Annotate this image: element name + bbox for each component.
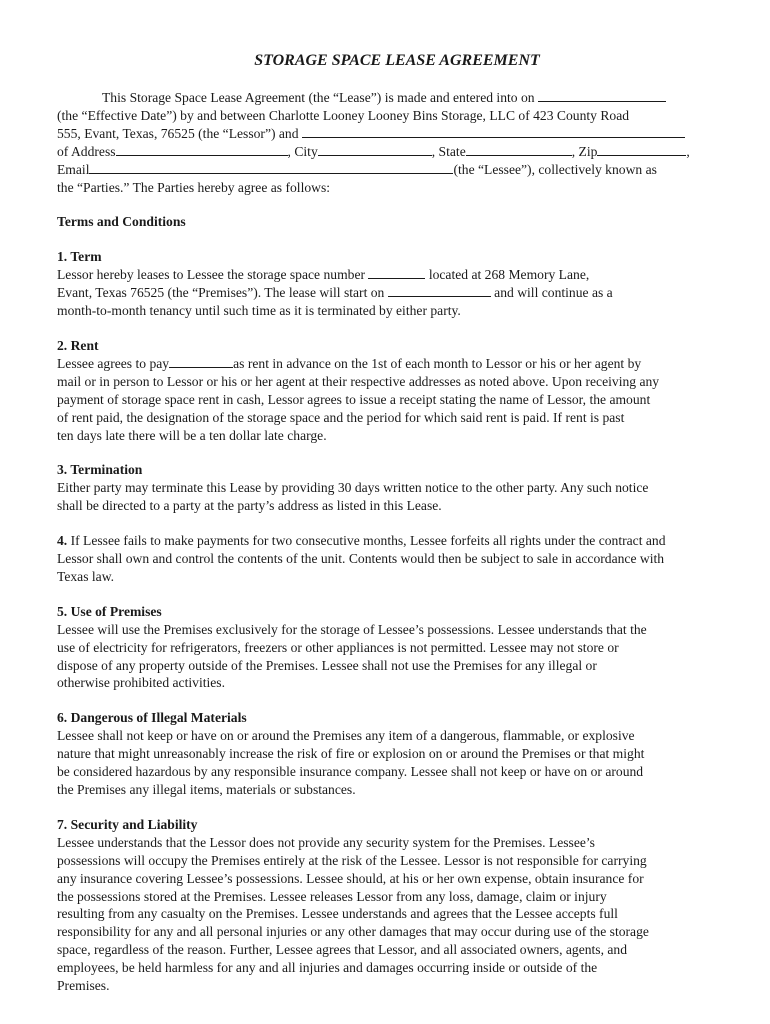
lease-start-date-field[interactable] <box>388 284 491 297</box>
section-dangerous-materials <box>57 709 737 799</box>
city-label: , City <box>287 143 318 159</box>
section-text: located at 268 Memory Lane, <box>428 267 590 283</box>
section-line: nature that might unreasonably increase the risk of fire or explosion on or around the Premises or that might <box>57 746 645 762</box>
state-field[interactable] <box>466 143 572 156</box>
section-termination <box>57 461 737 515</box>
city-field[interactable] <box>318 143 432 156</box>
section-number: 4. <box>57 533 68 549</box>
section-text: and will continue as a <box>494 285 613 301</box>
section-line: ten days late there will be a ten dollar late charge. <box>57 427 327 443</box>
section-line: space, regardless of the reason. Further, Lessee agrees that Lessor, and all associated owners, agents, and <box>57 942 628 958</box>
section-line <box>57 284 737 302</box>
section-heading: 1. Term <box>57 249 102 265</box>
zip-label: , Zip <box>571 143 598 159</box>
terms-heading-block <box>57 213 737 231</box>
section-line <box>57 355 737 373</box>
section-heading: 3. Termination <box>57 462 143 478</box>
section-heading: 6. Dangerous of Illegal Materials <box>57 710 247 726</box>
section-line: employees, be held harmless for any and all injuries and damages occurring inside or outside of the <box>57 960 598 976</box>
section-security-liability <box>57 816 737 995</box>
section-line: Lessee shall not keep or have on or around the Premises any item of a dangerous, flammable, or explosive <box>57 728 635 744</box>
address-field[interactable] <box>116 143 288 156</box>
section-line: Either party may terminate this Lease by providing 30 days written notice to the other party. Any such notice <box>57 480 649 496</box>
rent-amount-field[interactable] <box>169 355 233 368</box>
storage-space-number-field[interactable] <box>368 266 425 279</box>
section-line: of rent paid, the designation of the storage space and the period for which said rent is paid. If rent is past <box>57 409 625 425</box>
intro-paragraph <box>57 89 737 196</box>
section-line <box>57 266 737 284</box>
intro-line: (the “Effective Date”) by and between Charlotte Looney Looney Bins Storage, LLC of 423 County Road <box>57 107 630 123</box>
section-rent <box>57 337 737 444</box>
lessee-name-field[interactable] <box>302 125 685 138</box>
section-line: shall be directed to a party at the party’s address as listed in this Lease. <box>57 498 442 514</box>
section-default <box>57 532 737 586</box>
section-text: Lessee agrees to pay <box>57 355 170 371</box>
state-label: , State <box>431 143 466 159</box>
intro-text: 555, Evant, Texas, 76525 (the “Lessor”) and <box>57 125 299 141</box>
section-line <box>57 532 737 550</box>
effective-date-field[interactable] <box>538 89 666 102</box>
address-label: of Address <box>57 143 116 159</box>
section-use-of-premises <box>57 603 737 693</box>
terms-heading: Terms and Conditions <box>57 214 186 230</box>
section-line: mail or in person to Lessor or his or her agent at their respective addresses as noted above. Upon receiving any <box>57 373 660 389</box>
section-text: If Lessee fails to make payments for two consecutive months, Lessee forfeits all rights under the contract and <box>67 533 666 549</box>
section-line: Premises. <box>57 978 110 994</box>
intro-line <box>57 89 737 107</box>
section-line: resulting from any casualty on the Premises. Lessee understands and agrees that the Lessee accepts full <box>57 906 618 922</box>
section-line: dispose of any property outside of the Premises. Lessee shall not use the Premises for any illegal or <box>57 657 597 673</box>
section-heading: 7. Security and Liability <box>57 816 198 832</box>
section-line: the Premises any illegal items, materials or substances. <box>57 782 356 797</box>
intro-text: (the “Lessee”), collectively known as <box>453 161 657 177</box>
section-text: Evant, Texas 76525 (the “Premises”). The lease will start on <box>57 285 385 301</box>
section-line: be considered hazardous by any responsible insurance company. Lessee shall not keep or have on or around <box>57 764 644 780</box>
section-line: Lessor shall own and control the contents of the unit. Contents would then be subject to sale in accordance with <box>57 551 665 567</box>
section-line: any insurance covering Lessee’s possessions. Lessee should, at his or her own expense, obtain insurance for <box>57 870 644 886</box>
section-term <box>57 248 737 320</box>
document-title: STORAGE SPACE LEASE AGREEMENT <box>254 52 540 69</box>
intro-line <box>57 125 737 143</box>
section-heading: 5. Use of Premises <box>57 603 162 619</box>
section-line: responsibility for any and all personal injuries or any other damages that may occur during use of the storage <box>57 924 649 940</box>
section-line: possessions will occupy the Premises entirely at the risk of the Lessee. Lessor is not responsible for carrying <box>57 852 647 868</box>
section-line: Texas law. <box>57 568 115 584</box>
section-line: month-to-month tenancy until such time as it is terminated by either party. <box>57 303 461 319</box>
intro-line <box>57 161 737 179</box>
intro-text: This Storage Space Lease Agreement (the “Lease”) is made and entered into on <box>102 90 535 105</box>
section-line: otherwise prohibited activities. <box>57 675 225 691</box>
section-line: use of electricity for refrigerators, freezers or other appliances is not permitted. Lessee may not store or <box>57 639 619 655</box>
section-line: Lessee understands that the Lessor does not provide any security system for the Premises. Lessee’s <box>57 834 595 850</box>
section-line: the possessions stored at the Premises. Lessee releases Lessor from any loss, damage, claim or injury <box>57 888 607 904</box>
section-heading: 2. Rent <box>57 337 99 353</box>
section-line: payment of storage space rent in cash, Lessor agrees to issue a receipt stating the name of Lessor, the amount <box>57 391 651 407</box>
zip-field[interactable] <box>597 143 686 156</box>
email-label: Email <box>57 161 90 177</box>
intro-line: the “Parties.” The Parties hereby agree as follows: <box>57 179 331 195</box>
section-line: Lessee will use the Premises exclusively for the storage of Lessee’s possessions. Lessee understands that the <box>57 621 647 637</box>
section-text: Lessor hereby leases to Lessee the storage space number <box>57 267 366 283</box>
intro-line <box>57 143 737 161</box>
section-text: as rent in advance on the 1st of each month to Lessor or his or her agent by <box>233 355 642 371</box>
punctuation: , <box>686 143 690 159</box>
email-field[interactable] <box>89 161 453 174</box>
lease-document <box>57 50 737 995</box>
